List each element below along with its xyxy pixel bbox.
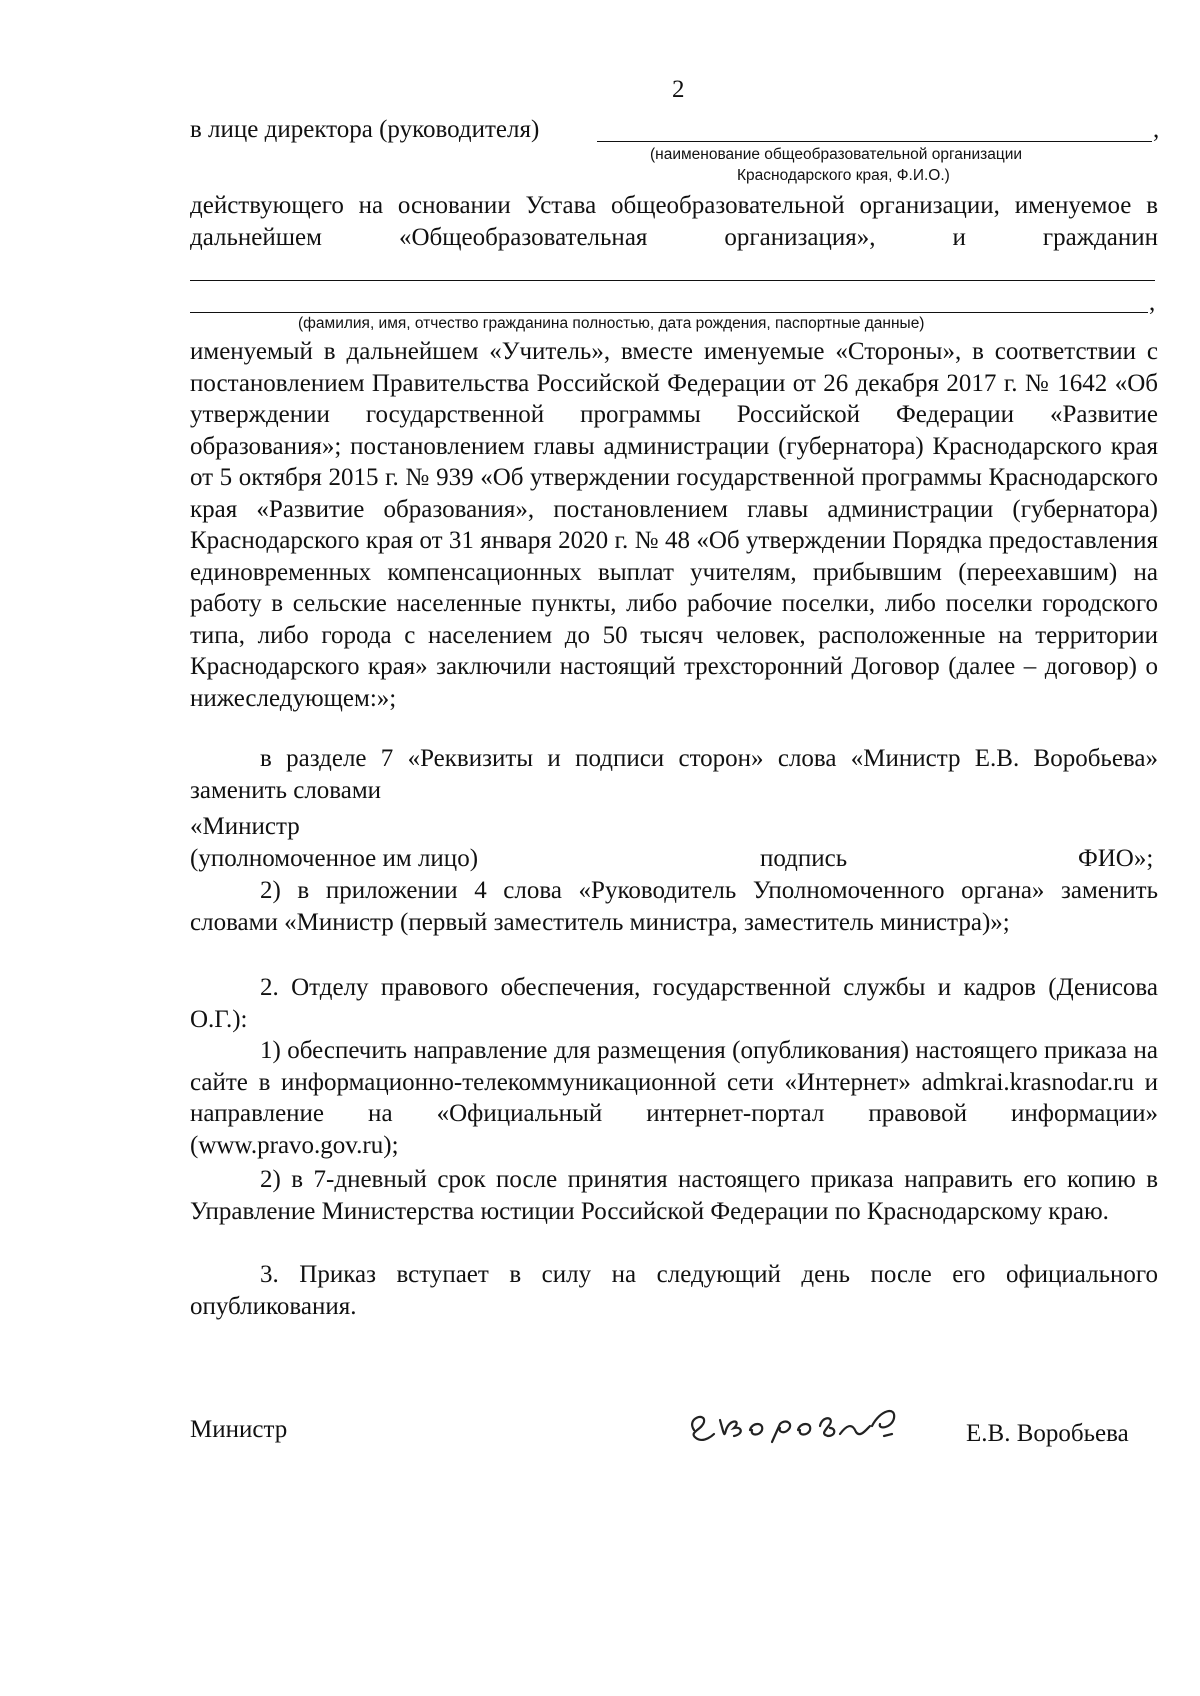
signature-name: Е.В. Воробьева xyxy=(966,1420,1129,1447)
citizen-comma: , xyxy=(1149,289,1156,316)
acting-paragraph: действующего на основании Устава общеобразовательной организации, именуемое в дальнейшем «Общеобразовательная организация», и гражданин xyxy=(190,192,1158,251)
main-paragraph: именуемый в дальнейшем «Учитель», вместе именуемые «Стороны», в соответствии с постановлением Правительства Российской Федерации от 26 декабря 2017 г. № 1642 «Об утверждении государственной программы Российской Федерации «Развитие образования»; постановлением главы администрации (губернатора) Краснодарского края от 5 октября 2015 г. № 939 «Об утверждении государственной программы Краснодарского края «Развитие образования», постановлением главы администрации (губернатора) Краснодарского края от 31 января 2020 г. № 48 «Об утверждении Порядка предоставления единовременных компенсационных выплат учителям, прибывшим (переехавшим) на работу в сельские населенные пункты, либо рабочие поселки, либо поселки городского типа, либо города с населением до 50 тысяч человек, расположенные на территории Краснодарского края» заключили настоящий трехсторонний Договор (далее – договор) о нижеследующем:»; xyxy=(190,338,1158,712)
citizen-blank-line-2 xyxy=(190,312,1148,313)
header-caption-line1: (наименование общеобразовательной организации xyxy=(650,146,1023,163)
handwritten-signature xyxy=(680,1390,920,1460)
replacement-right: ФИО»; xyxy=(1078,845,1154,872)
sub1-paragraph: 1) обеспечить направление для размещения (опубликования) настоящего приказа на сайте в информационно-телекоммуникационной сети «Интернет» admkrai.krasnodar.ru и направление на «Официальный интернет-портал правовой информации» (www.pravo.gov.ru); xyxy=(190,1037,1158,1159)
replacement-left: (уполномоченное им лицо) xyxy=(190,845,479,872)
point2-paragraph: 2. Отделу правового обеспечения, государственной службы и кадров (Денисова О.Г.): xyxy=(190,974,1158,1033)
signature-title: Министр xyxy=(190,1416,288,1443)
replacement-middle: подпись xyxy=(760,845,848,872)
page-number: 2 xyxy=(672,76,685,103)
sub2-paragraph: 2) в 7-дневный срок после принятия настоящего приказа направить его копию в Управление Министерства юстиции Российской Федерации по Краснодарскому краю. xyxy=(190,1166,1158,1225)
citizen-blank-line-1 xyxy=(190,280,1155,281)
header-caption-line2: Краснодарского края, Ф.И.О.) xyxy=(737,167,950,184)
point3-paragraph: 3. Приказ вступает в силу на следующий день после его официального опубликования. xyxy=(190,1261,1158,1320)
section7-paragraph: в разделе 7 «Реквизиты и подписи сторон» слова «Министр Е.В. Воробьева» заменить словами xyxy=(190,745,1158,804)
replacement-line1: «Министр xyxy=(190,813,300,840)
item2-paragraph: 2) в приложении 4 слова «Руководитель Уполномоченного органа» заменить словами «Министр (первый заместитель министра, заместитель министра)»; xyxy=(190,877,1158,936)
citizen-caption: (фамилия, имя, отчество гражданина полностью, дата рождения, паспортные данные) xyxy=(298,315,925,332)
header-prefix: в лице директора (руководителя) xyxy=(190,116,540,143)
header-blank-line xyxy=(597,141,1152,142)
header-comma: , xyxy=(1153,116,1160,143)
